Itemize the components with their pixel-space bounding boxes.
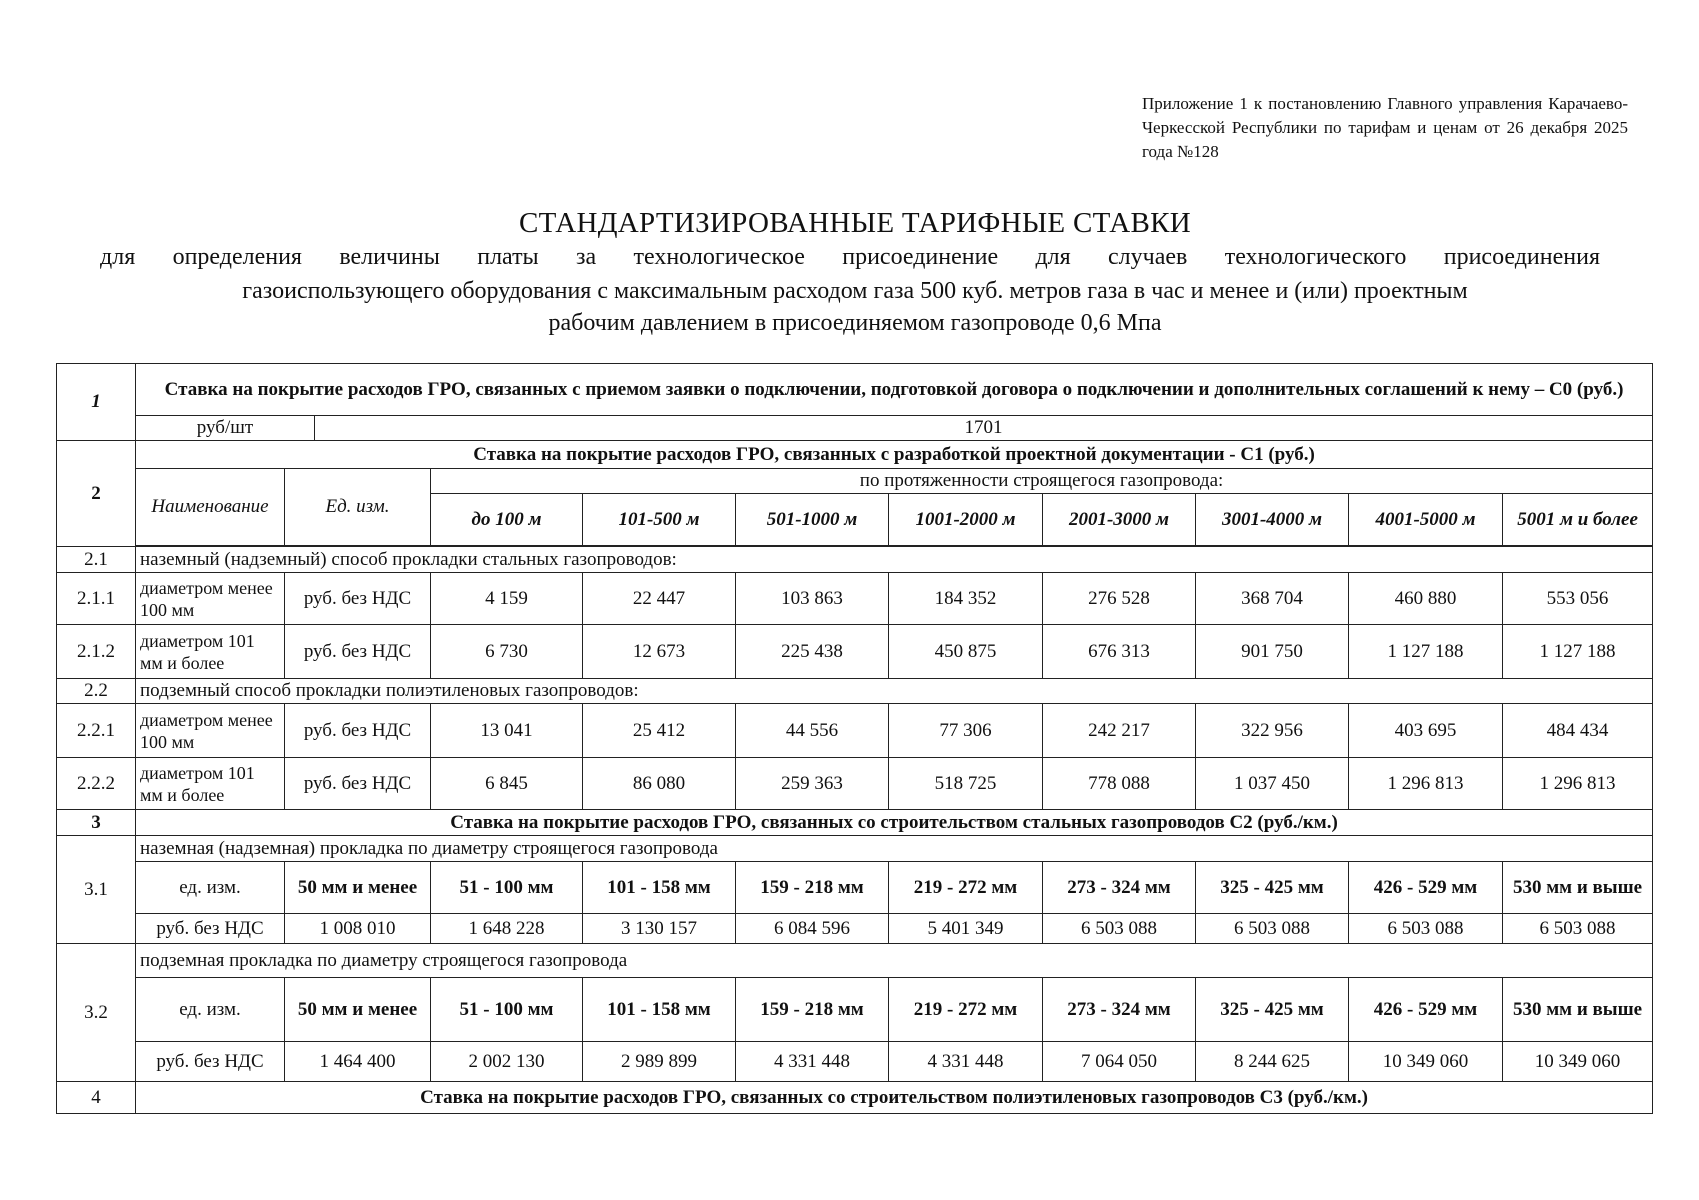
- unit-label: ед. изм.: [136, 978, 285, 1042]
- section-header: Ставка на покрытие расходов ГРО, связанных с приемом заявки о подключении, подготовкой договора о подключении и дополнительных соглашений к нему – С0 (руб.): [136, 364, 1653, 416]
- value-cell: 484 434: [1503, 704, 1653, 758]
- value-cell: 4 331 448: [736, 1042, 889, 1082]
- diameter-header: 159 - 218 мм: [736, 978, 889, 1042]
- value-cell: 6 503 088: [1043, 914, 1196, 944]
- table-row: [57, 836, 1653, 862]
- value-cell: 22 447: [583, 573, 736, 625]
- column-header: 1001-2000 м: [889, 494, 1043, 546]
- table-row: [57, 978, 1653, 1042]
- value-cell: 901 750: [1196, 625, 1349, 679]
- diameter-header: 101 - 158 мм: [583, 862, 736, 914]
- diameter-header: 159 - 218 мм: [736, 862, 889, 914]
- value-cell: 86 080: [583, 758, 736, 810]
- diameter-header: 219 - 272 мм: [889, 978, 1043, 1042]
- column-header: 101-500 м: [583, 494, 736, 546]
- value-cell: 450 875: [889, 625, 1043, 679]
- value-cell: 4 331 448: [889, 1042, 1043, 1082]
- column-header: до 100 м: [431, 494, 583, 546]
- diameter-header: 101 - 158 мм: [583, 978, 736, 1042]
- subtitle-line-1: для определения величины платы за технологическое присоединение для случаев технологического присоединения: [100, 244, 1600, 270]
- group-label: наземная (надземная) прокладка по диаметру строящегося газопровода: [136, 836, 1653, 862]
- table-row: [57, 758, 1653, 810]
- section-header: Ставка на покрытие расходов ГРО, связанных со строительством стальных газопроводов С2 (руб./км.): [136, 810, 1653, 836]
- row-unit: руб. без НДС: [285, 625, 431, 679]
- value-cell: 4 159: [431, 573, 583, 625]
- value-cell: 10 349 060: [1503, 1042, 1653, 1082]
- diameter-header: 50 мм и менее: [285, 978, 431, 1042]
- diameter-header: 51 - 100 мм: [431, 978, 583, 1042]
- value-cell: 3 130 157: [583, 914, 736, 944]
- value-cell: 242 217: [1043, 704, 1196, 758]
- value-cell: 518 725: [889, 758, 1043, 810]
- annex-note: Приложение 1 к постановлению Главного управления Карачаево-Черкесской Республики по тарифам и ценам от 26 декабря 2025 года №128: [1142, 94, 1628, 161]
- diameter-header: 273 - 324 мм: [1043, 862, 1196, 914]
- value-cell: 1 127 188: [1503, 625, 1653, 679]
- value-cell: 1 008 010: [285, 914, 431, 944]
- row-number: 2.2: [57, 679, 136, 704]
- table-row: [57, 625, 1653, 679]
- table-row: [57, 810, 1653, 836]
- row-unit: руб. без НДС: [285, 704, 431, 758]
- row-unit: руб. без НДС: [285, 573, 431, 625]
- table-row: [57, 364, 1653, 416]
- row-name: диаметром 101 мм и более: [136, 758, 285, 810]
- row-unit: руб. без НДС: [285, 758, 431, 810]
- table-row: [57, 914, 1653, 944]
- table-row: [57, 416, 1653, 441]
- table-row: [57, 862, 1653, 914]
- value-cell: 6 503 088: [1196, 914, 1349, 944]
- value-cell: 276 528: [1043, 573, 1196, 625]
- table-row: [57, 547, 1653, 573]
- diameter-header: 325 - 425 мм: [1196, 862, 1349, 914]
- value-cell: 12 673: [583, 625, 736, 679]
- section-number: 2: [57, 441, 136, 547]
- column-header: 3001-4000 м: [1196, 494, 1349, 546]
- diameter-header: 50 мм и менее: [285, 862, 431, 914]
- diameter-header: 426 - 529 мм: [1349, 862, 1503, 914]
- table-row: [57, 573, 1653, 625]
- value-cell: 1 296 813: [1503, 758, 1653, 810]
- diameter-header: 273 - 324 мм: [1043, 978, 1196, 1042]
- value-cell: 13 041: [431, 704, 583, 758]
- row-number: 2.1.2: [57, 625, 136, 679]
- value-cell: 460 880: [1349, 573, 1503, 625]
- table-row: [57, 704, 1653, 758]
- section-header: Ставка на покрытие расходов ГРО, связанных с разработкой проектной документации - С1 (руб.): [136, 441, 1653, 469]
- value-cell: 6 730: [431, 625, 583, 679]
- section-number: 1: [57, 364, 136, 441]
- diameter-header: 219 - 272 мм: [889, 862, 1043, 914]
- value-cell: 6 084 596: [736, 914, 889, 944]
- row-number: 2.1: [57, 547, 136, 573]
- column-header-unit: Ед. изм.: [285, 469, 431, 546]
- value-cell: 368 704: [1196, 573, 1349, 625]
- value-cell: 6 503 088: [1503, 914, 1653, 944]
- value-cell: 103 863: [736, 573, 889, 625]
- value-cell: 2 002 130: [431, 1042, 583, 1082]
- table-row: [57, 679, 1653, 704]
- value-cell: 778 088: [1043, 758, 1196, 810]
- row-number: 3.2: [57, 944, 136, 1082]
- diameter-header: 426 - 529 мм: [1349, 978, 1503, 1042]
- unit-cell: руб/шт: [136, 416, 315, 441]
- value-cell: 1701: [315, 416, 1653, 441]
- value-cell: 184 352: [889, 573, 1043, 625]
- value-cell: 6 503 088: [1349, 914, 1503, 944]
- value-cell: 1 037 450: [1196, 758, 1349, 810]
- subtitle-line-2: газоиспользующего оборудования с максимальным расходом газа 500 куб. метров газа в час и менее и (или) проектным: [242, 278, 1468, 304]
- column-header: 5001 м и более: [1503, 494, 1653, 546]
- value-cell: 6 845: [431, 758, 583, 810]
- section-number: 4: [57, 1082, 136, 1114]
- subtitle-line-3: рабочим давлением в присоединяемом газопроводе 0,6 Мпа: [548, 310, 1162, 336]
- value-label: руб. без НДС: [136, 1042, 285, 1082]
- value-cell: 553 056: [1503, 573, 1653, 625]
- value-cell: 44 556: [736, 704, 889, 758]
- table-row: [57, 441, 1653, 469]
- column-header: 501-1000 м: [736, 494, 889, 546]
- document-title: СТАНДАРТИЗИРОВАННЫЕ ТАРИФНЫЕ СТАВКИ: [519, 207, 1191, 239]
- table-row: [57, 1082, 1653, 1114]
- row-name: диаметром менее 100 мм: [136, 573, 285, 625]
- value-cell: 25 412: [583, 704, 736, 758]
- table-row: [57, 469, 1653, 494]
- diameter-header: 530 мм и выше: [1503, 978, 1653, 1042]
- length-header: по протяженности строящегося газопровода:: [431, 469, 1653, 494]
- row-number: 2.2.1: [57, 704, 136, 758]
- row-number: 3.1: [57, 836, 136, 944]
- section-number: 3: [57, 810, 136, 836]
- row-name: диаметром менее 100 мм: [136, 704, 285, 758]
- unit-label: ед. изм.: [136, 862, 285, 914]
- value-label: руб. без НДС: [136, 914, 285, 944]
- value-cell: 676 313: [1043, 625, 1196, 679]
- value-cell: 8 244 625: [1196, 1042, 1349, 1082]
- value-cell: 1 127 188: [1349, 625, 1503, 679]
- diameter-header: 51 - 100 мм: [431, 862, 583, 914]
- group-label: наземный (надземный) способ прокладки стальных газопроводов:: [136, 547, 1653, 573]
- value-cell: 1 648 228: [431, 914, 583, 944]
- value-cell: 403 695: [1349, 704, 1503, 758]
- value-cell: 7 064 050: [1043, 1042, 1196, 1082]
- section-header: Ставка на покрытие расходов ГРО, связанных со строительством полиэтиленовых газопроводов С3 (руб./км.): [136, 1082, 1653, 1114]
- value-cell: 10 349 060: [1349, 1042, 1503, 1082]
- value-cell: 5 401 349: [889, 914, 1043, 944]
- value-cell: 77 306: [889, 704, 1043, 758]
- tariff-table: [56, 363, 1653, 1114]
- diameter-header: 530 мм и выше: [1503, 862, 1653, 914]
- group-label: подземный способ прокладки полиэтиленовых газопроводов:: [136, 679, 1653, 704]
- column-header: 4001-5000 м: [1349, 494, 1503, 546]
- group-label: подземная прокладка по диаметру строящегося газопровода: [136, 944, 1653, 978]
- diameter-header: 325 - 425 мм: [1196, 978, 1349, 1042]
- value-cell: 259 363: [736, 758, 889, 810]
- table-row: [57, 944, 1653, 978]
- table-row: [57, 1042, 1653, 1082]
- row-name: диаметром 101 мм и более: [136, 625, 285, 679]
- row-number: 2.1.1: [57, 573, 136, 625]
- value-cell: 1 296 813: [1349, 758, 1503, 810]
- row-number: 2.2.2: [57, 758, 136, 810]
- value-cell: 2 989 899: [583, 1042, 736, 1082]
- column-header-name: Наименование: [136, 469, 285, 546]
- value-cell: 225 438: [736, 625, 889, 679]
- value-cell: 322 956: [1196, 704, 1349, 758]
- column-header: 2001-3000 м: [1043, 494, 1196, 546]
- value-cell: 1 464 400: [285, 1042, 431, 1082]
